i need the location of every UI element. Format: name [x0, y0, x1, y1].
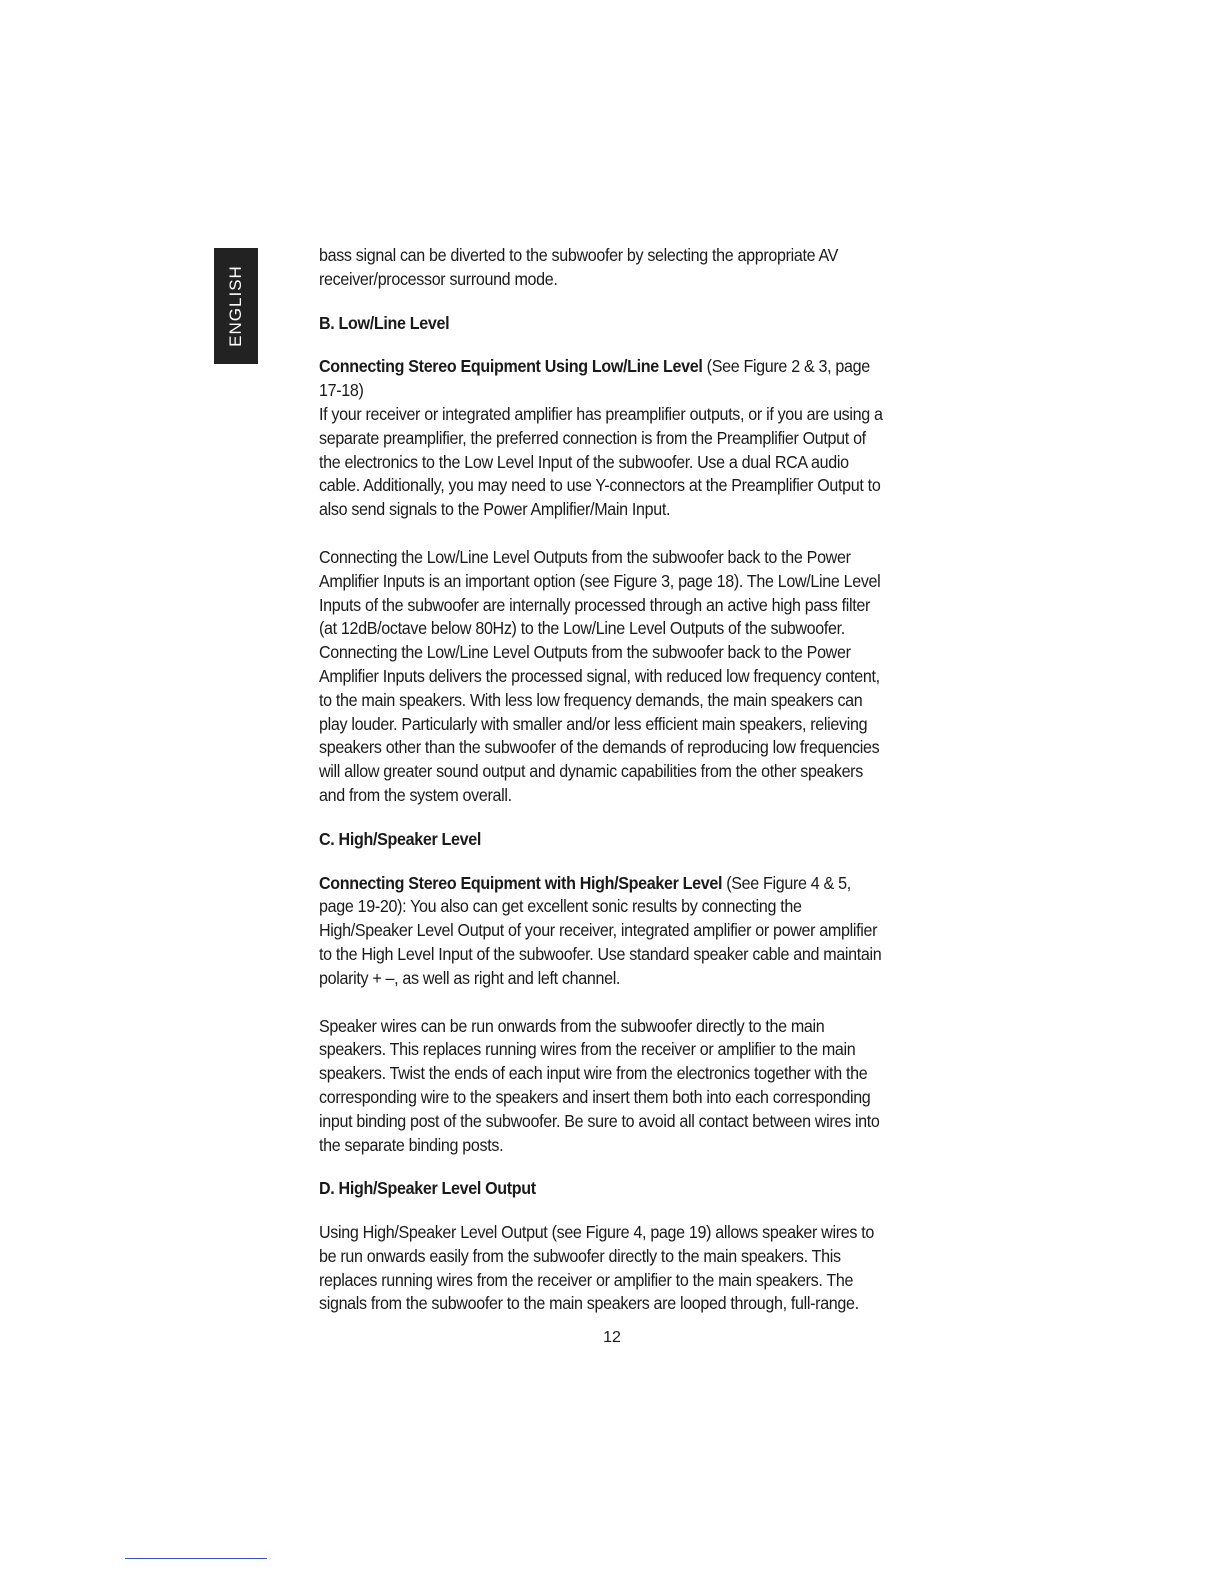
- section-c-heading: C. High/Speaker Level: [319, 828, 481, 849]
- section-c-lead-text: (See Figure 4 & 5, page 19-20): You also can get excellent sonic results by connecting the High/Speaker Level Output of your receiver, integrated amplifier or power amplifier to the High Level Input of the subwoofer. Use standard speaker cable and maintain polarity + –, as well as right and left channel.: [319, 872, 882, 988]
- section-c-lead-paragraph: [319, 872, 888, 991]
- section-c-paragraph-1: Speaker wires can be run onwards from the subwoofer directly to the main speakers. This replaces running wires from the receiver or amplifier to the main speakers. Twist the ends of each input wire from the electronics together with the corresponding wire to the speakers and insert them both into each corresponding input binding post of the subwoofer. Be sure to avoid all contact between wires into the separate binding posts.: [319, 1015, 880, 1155]
- section-b-paragraph-2: Connecting the Low/Line Level Outputs from the subwoofer back to the Power Amplifier Inputs is an important option (see Figure 3, page 18). The Low/Line Level Inputs of the subwoofer are internally processed through an active high pass filter (at 12dB/octave below 80Hz) to the Low/Line Level Outputs of the subwoofer. Connecting the Low/Line Level Outputs from the subwoofer back to the Power Amplifier Inputs delivers the processed signal, with reduced low frequency content, to the main speakers. With less low frequency demands, the main speakers can play louder. Particularly with smaller and/or less efficient main speakers, relieving speakers other than the subwoofer of the demands of reproducing low frequencies will allow greater sound output and dynamic capabilities from the other speakers and from the system overall.: [319, 546, 881, 805]
- section-b-lead-title: Connecting Stereo Equipment Using Low/Line Level: [319, 356, 703, 377]
- footnote-rule: [125, 1558, 267, 1559]
- page-content: [319, 244, 888, 1316]
- section-b-lead-text: (See Figure 2 & 3, page 17-18): [319, 356, 870, 401]
- intro-paragraph: bass signal can be diverted to the subwoofer by selecting the appropriate AV receiver/processor surround mode.: [319, 245, 839, 289]
- language-tab: [214, 248, 258, 364]
- language-label: ENGLISH: [226, 265, 246, 347]
- section-d-heading: D. High/Speaker Level Output: [319, 1178, 536, 1199]
- page-number: 12: [603, 1329, 621, 1346]
- section-b-heading: B. Low/Line Level: [319, 312, 450, 333]
- section-d-paragraph-1: Using High/Speaker Level Output (see Figure 4, page 19) allows speaker wires to be run onwards easily from the subwoofer directly to the main speakers. This replaces running wires from the receiver or amplifier to the main speakers. The signals from the subwoofer to the main speakers are looped through, full-range.: [319, 1222, 874, 1314]
- section-b-lead-paragraph: [319, 355, 888, 403]
- section-c-lead-title: Connecting Stereo Equipment with High/Speaker Level: [319, 872, 723, 893]
- section-b-paragraph-1: If your receiver or integrated amplifier has preamplifier outputs, or if you are using a separate preamplifier, the preferred connection is from the Preamplifier Output of the electronics to the Low Level Input of the subwoofer. Use a dual RCA audio cable. Additionally, you may need to use Y-connectors at the Preamplifier Output to also send signals to the Power Amplifier/Main Input.: [319, 403, 883, 520]
